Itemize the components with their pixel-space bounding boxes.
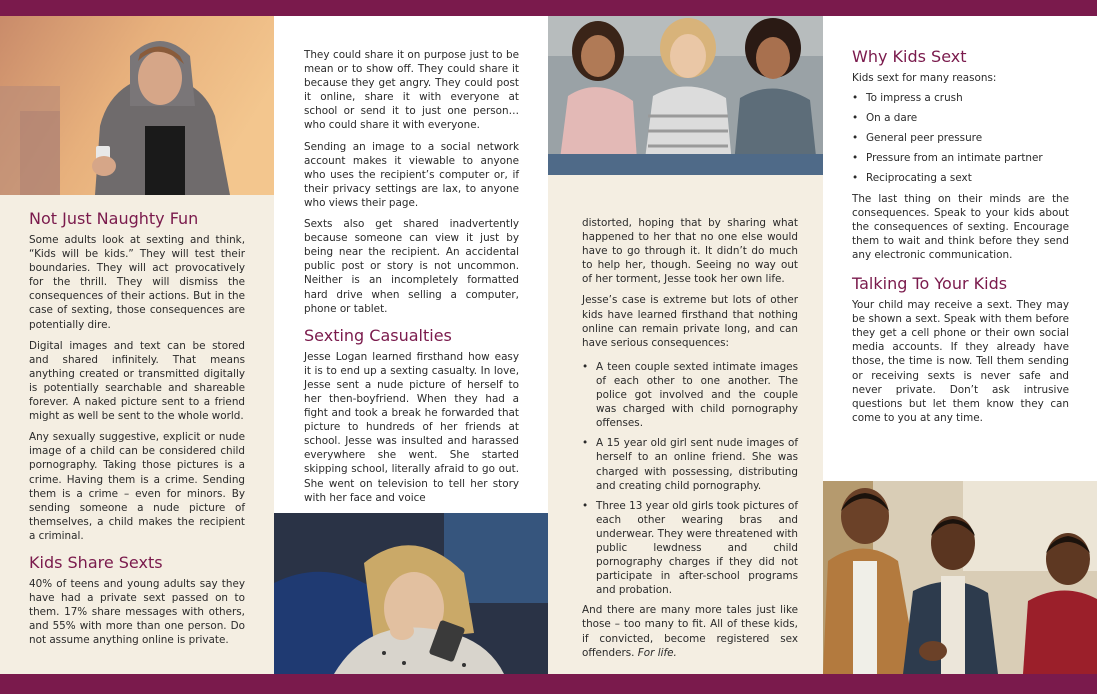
intro-text: Kids sext for many reasons: bbox=[852, 72, 997, 84]
paragraph: 40% of teens and young adults say they have had a private sext passed on to them. 17% share messages with others, and 55% with more than one person. Do not assume anything online is private. bbox=[29, 577, 245, 647]
heading-why-kids-sext: Why Kids Sext bbox=[852, 47, 967, 66]
paragraph: Some adults look at sexting and think, “Kids will be kids.” They will test their boundaries. They will act provocatively for the thrill. They will dismiss the consequences of their actions. But in the case of sexting, those consequences are potentially dire. bbox=[29, 234, 245, 331]
heading-sexting-casualties: Sexting Casualties bbox=[304, 325, 452, 345]
photo-girl-with-phone bbox=[274, 513, 548, 674]
paragraph: Digital images and text can be stored and shared infinitely. That means anything created or transmitted digitally is potentially searchable and shareable forever. A naked picture sent to a friend might as well be sent to the whole world. bbox=[29, 339, 245, 423]
paragraph: Any sexually suggestive, explicit or nude image of a child can be considered child pornography. Taking those pictures is a crime. Having them is a crime. Sending them is a crime – even for minors. By sending someone a nude picture of themselves, a child makes the recipient a criminal. bbox=[29, 431, 245, 542]
reasons-list bbox=[852, 91, 1069, 185]
panel-1 bbox=[0, 16, 274, 674]
top-band bbox=[0, 0, 1097, 16]
panel-3 bbox=[548, 16, 823, 674]
paragraph: Jesse’s case is extreme but lots of other kids have learned firsthand that nothing online can remain private long, and can have serious consequences: bbox=[582, 294, 798, 349]
paragraph: distorted, hoping that by sharing what happened to her that no one else would have to go through it. It didn’t do much to help her, though. Seeing no way out of her torment, Jesse took her own life. bbox=[582, 217, 798, 286]
list-item: • Pressure from an intimate partner bbox=[852, 151, 1069, 165]
paragraph: They could share it on purpose just to be mean or to show off. They could share it because they get angry. They could post it online, share it with everyone at school or send it to just one person… who could share it with everyone. bbox=[304, 49, 519, 132]
case-list bbox=[582, 360, 798, 598]
list-item: • Three 13 year old girls took pictures of each other wearing bras and underwear. They were threatened with public lewdness and child pornography charges if they did not participate in after-school programs and probation. bbox=[582, 499, 798, 598]
paragraph: Your child may receive a sext. They may be shown a sext. Speak with them before they get a cell phone or their own social media accounts. If they already have those, the time is now. Tell them sending or receiving sexts is never safe and never private. Don’t ask intrusive questions but let them know they can come to you at any time. bbox=[852, 299, 1069, 424]
heading-not-just-naughty-fun: Not Just Naughty Fun bbox=[29, 209, 199, 228]
closing-text: And there are many more tales just like those – too many to fit. All of these kids, if convicted, become registered sex offenders. bbox=[582, 604, 798, 659]
list-item: • On a dare bbox=[852, 111, 1069, 125]
paragraph: Jesse Logan learned firsthand how easy it is to end up a sexting casualty. In love, Jesse sent a nude picture of herself to her then-boyfriend. When they had a fight and took a break he forwarded that picture to hundreds of her friends at school. Jesse was insulted and harassed everywhere she went. She started skipping school, literally afraid to go out. She went on television to tell her story with her face and voice bbox=[304, 350, 519, 504]
heading-kids-share-sexts: Kids Share Sexts bbox=[29, 552, 163, 572]
heading-talking-to-your-kids: Talking To Your Kids bbox=[852, 274, 1008, 294]
list-item: • A teen couple sexted intimate images of each other to one another. The police got involved and the couple was charged with child pornography offenses. bbox=[582, 360, 798, 430]
list-item: • General peer pressure bbox=[852, 131, 1069, 145]
panel-4 bbox=[823, 16, 1097, 674]
closing-italic: For life. bbox=[637, 646, 677, 659]
list-item: • Reciprocating a sext bbox=[852, 171, 1069, 185]
panel-2 bbox=[274, 16, 548, 674]
photo-father-and-sons bbox=[823, 481, 1097, 674]
closing-paragraph bbox=[582, 603, 798, 659]
photo-teen-boy-phone bbox=[0, 16, 274, 195]
paragraph: The last thing on their minds are the consequences. Speak to your kids about the consequences of sexting. Encourage them to wait and think before they send any electronic communication. bbox=[852, 192, 1069, 261]
paragraph: Sending an image to a social network account makes it viewable to anyone who uses the recipient’s computer or, if their privacy settings are lax, to anyone who views their page. bbox=[304, 140, 519, 209]
paragraph: Sexts also get shared inadvertently because someone can view it just by being near the recipient. An accidental public post or story is not uncommon. Neither is an incompletely formatted hard drive when selling a computer, phone or tablet. bbox=[304, 218, 519, 315]
photo-three-girls-phones bbox=[548, 16, 823, 175]
bottom-band bbox=[0, 674, 1097, 694]
list-item: • To impress a crush bbox=[852, 91, 1069, 105]
list-item: • A 15 year old girl sent nude images of herself to an online friend. She was charged with possessing, distributing and creating child pornography. bbox=[582, 436, 798, 492]
